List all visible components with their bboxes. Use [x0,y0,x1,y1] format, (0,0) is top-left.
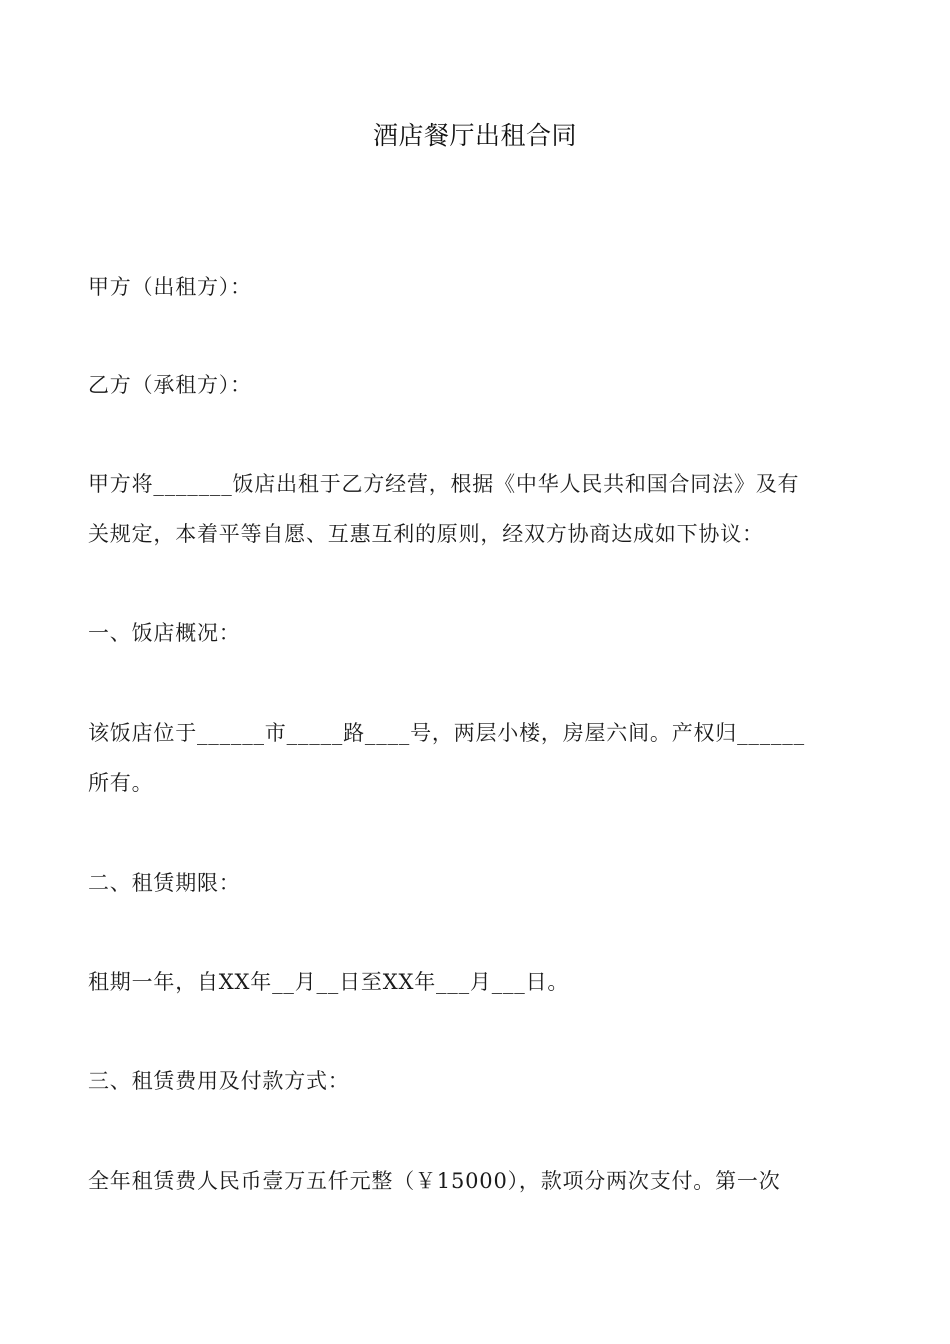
section-3-body: 全年租赁费人民币壹万五仟元整（￥15000），款项分两次支付。第一次 [88,1169,781,1193]
intro-paragraph-line-2: 关规定，本着平等自愿、互惠互利的原则，经双方协商达成如下协议： [88,522,764,546]
party-b-line: 乙方（承租方）： [88,373,252,397]
section-3-heading: 三、租赁费用及付款方式： [88,1069,350,1093]
section-1-heading: 一、饭店概况： [88,621,241,645]
intro-paragraph-line-1: 甲方将_______饭店出租于乙方经营，根据《中华人民共和国合同法》及有 [88,472,800,496]
section-2-body: 租期一年，自XX年__月__日至XX年___月___日。 [88,970,570,994]
document-title: 酒店餐厅出租合同 [372,121,577,150]
party-a-line: 甲方（出租方）： [88,275,252,299]
section-1-body-line-2: 所有。 [88,771,154,795]
section-2-heading: 二、租赁期限： [88,871,241,895]
section-1-body-line-1: 该饭店位于______市_____路____号，两层小楼，房屋六间。产权归______ [88,721,805,745]
